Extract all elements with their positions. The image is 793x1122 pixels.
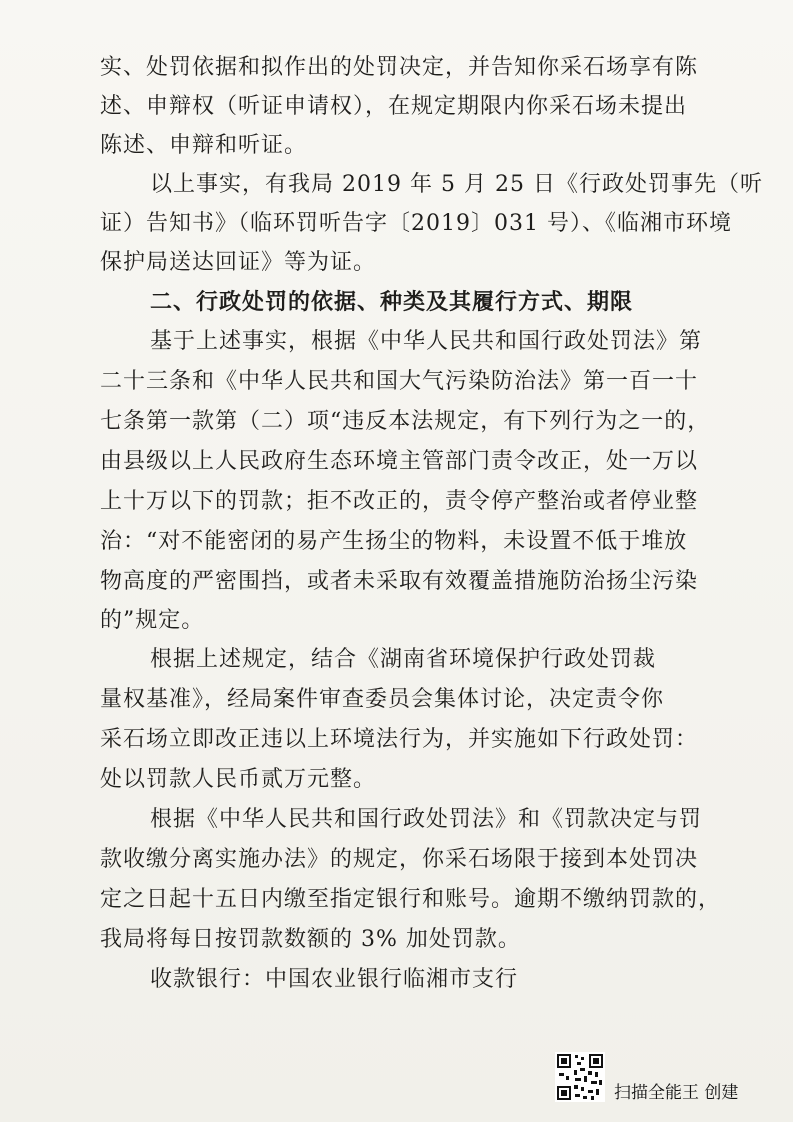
paragraph-line: 保护局送达回证》等为证。 bbox=[100, 250, 377, 275]
paragraph-line: 根据上述规定，结合《湖南省环境保护行政处罚裁 bbox=[150, 647, 657, 672]
paragraph-line: 由县级以上人民政府生态环境主管部门责令改正，处一万以 bbox=[100, 449, 699, 474]
paragraph-line: 款收缴分离实施办法》的规定，你采石场限于接到本处罚决 bbox=[100, 847, 699, 872]
paragraph-line: 述、申辩权（听证申请权），在规定期限内你采石场未提出 bbox=[100, 94, 688, 119]
paragraph-line: 处以罚款人民币贰万元整。 bbox=[100, 767, 377, 792]
paragraph-line: 二十三条和《中华人民共和国大气污染防治法》第一百一十 bbox=[100, 369, 699, 394]
scanner-watermark-label: 扫描全能王 创建 bbox=[614, 1083, 739, 1103]
paragraph-line: 收款银行：中国农业银行临湘市支行 bbox=[150, 967, 519, 992]
paragraph-line: 我局将每日按罚款数额的 3% 加处罚款。 bbox=[100, 927, 521, 952]
paragraph-line: 的”规定。 bbox=[100, 608, 205, 633]
paragraph-line: 实、处罚依据和拟作出的处罚决定，并告知你采石场享有陈 bbox=[100, 55, 699, 80]
paragraph-line: 采石场立即改正违以上环境法行为，并实施如下行政处罚： bbox=[100, 727, 699, 752]
paragraph-line: 证）告知书》（临环罚听告字〔2019〕031 号）、《临湘市环境 bbox=[100, 211, 732, 236]
paragraph-line: 上十万以下的罚款；拒不改正的，责令停产整治或者停业整 bbox=[100, 489, 699, 514]
qr-code-icon bbox=[555, 1052, 605, 1102]
paragraph-line: 基于上述事实，根据《中华人民共和国行政处罚法》第 bbox=[150, 329, 703, 354]
paragraph-line: 物高度的严密围挡，或者未采取有效覆盖措施防治扬尘污染 bbox=[100, 569, 699, 594]
paragraph-line: 七条第一款第（二）项“违反本法规定，有下列行为之一的， bbox=[100, 409, 711, 434]
paragraph-line: 定之日起十五日内缴至指定银行和账号。逾期不缴纳罚款的， bbox=[100, 887, 722, 912]
paragraph-line: 以上事实，有我局 2019 年 5 月 25 日《行政处罚事先（听 bbox=[150, 172, 763, 197]
section-heading: 二、行政处罚的依据、种类及其履行方式、期限 bbox=[150, 289, 634, 315]
paragraph-line: 陈述、申辩和听证。 bbox=[100, 133, 308, 158]
paragraph-line: 治：“对不能密闭的易产生扬尘的物料，未设置不低于堆放 bbox=[100, 529, 688, 554]
paragraph-line: 根据《中华人民共和国行政处罚法》和《罚款决定与罚 bbox=[150, 807, 703, 832]
paragraph-line: 量权基准》，经局案件审查委员会集体讨论，决定责令你 bbox=[100, 687, 665, 712]
